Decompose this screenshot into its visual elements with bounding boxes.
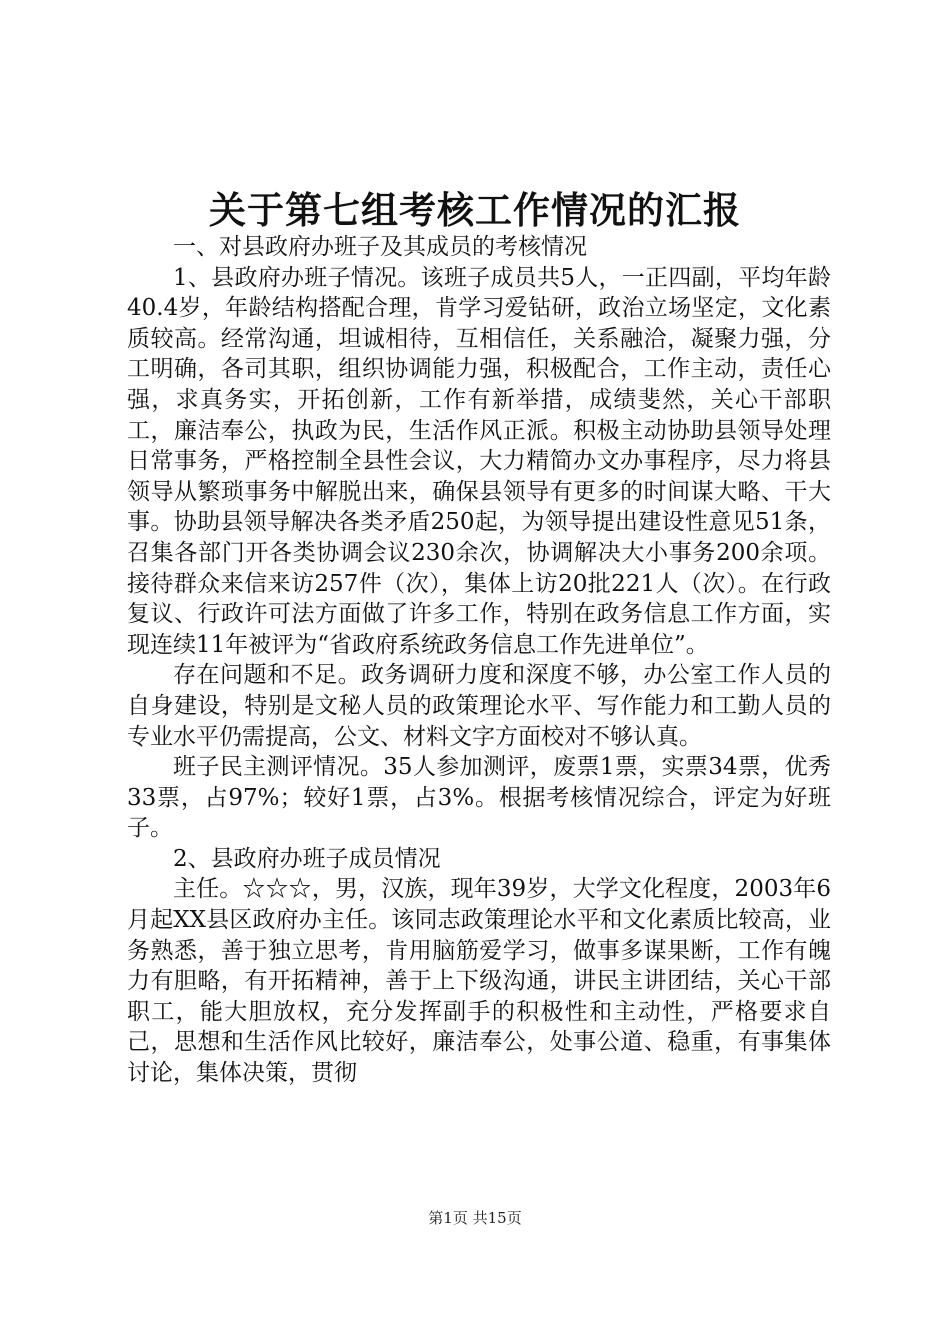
section-heading: 一、对县政府办班子及其成员的考核情况 bbox=[173, 234, 587, 260]
document-body bbox=[127, 232, 831, 1089]
paragraph-evaluation: 班子民主测评情况。35人参加测评，废票1票，实票34票，优秀33票，占97%；较好1票，占3%。根据考核情况综合，评定为好班子。 bbox=[127, 754, 831, 842]
paragraph-office-team: 1、县政府办班子情况。该班子成员共5人，一正四副，平均年龄40.4岁，年龄结构搭配合理，肯学习爱钻研，政治立场坚定，文化素质较高。经常沟通，坦诚相待，互相信任，关系融洽，凝聚力强，分工明确，各司其职，组织协调能力强，积极配合，工作主动，责任心强，求真务实，开拓创新，工作有新举措，成绩斐然，关心干部职工，廉洁奉公，执政为民，生活作风正派。积极主动协助县领导处理日常事务，严格控制全县性会议，大力精简办文办事程序，尽力将县领导从繁琐事务中解脱出来，确保县领导有更多的时间谋大略、干大事。协助县领导解决各类矛盾250起，为领导提出建设性意见51条，召集各部门开各类协调会议230余次，协调解决大小事务200余项。接待群众来信来访257件（次），集体上访20批221人（次）。在行政复议、行政许可法方面做了许多工作，特别在政务信息工作方面，实现连续11年被评为“省政府系统政务信息工作先进单位”。 bbox=[127, 264, 831, 658]
paragraph-problems: 存在问题和不足。政务调研力度和深度不够，办公室工作人员的自身建设，特别是文秘人员的政策理论水平、写作能力和工勤人员的专业水平仍需提高，公文、材料文字方面校对不够认真。 bbox=[127, 662, 831, 750]
paragraph-director: 主任。☆☆☆，男，汉族，现年39岁，大学文化程度，2003年6月起XX县区政府办主任。该同志政策理论水平和文化素质比较高，业务熟悉，善于独立思考，肯用脑筋爱学习，做事多谋果断，工作有魄力有胆略，有开拓精神，善于上下级沟通，讲民主讲团结，关心干部职工，能大胆放权，充分发挥副手的积极性和主动性，严格要求自己，思想和生活作风比较好，廉洁奉公，处事公道、稳重，有事集体讨论，集体决策，贯彻 bbox=[127, 876, 831, 1087]
page-number-footer: 第1页 共15页 bbox=[428, 1209, 522, 1227]
subsection-heading: 2、县政府办班子成员情况 bbox=[173, 845, 441, 872]
document-title: 关于第七组考核工作情况的汇报 bbox=[209, 188, 741, 232]
